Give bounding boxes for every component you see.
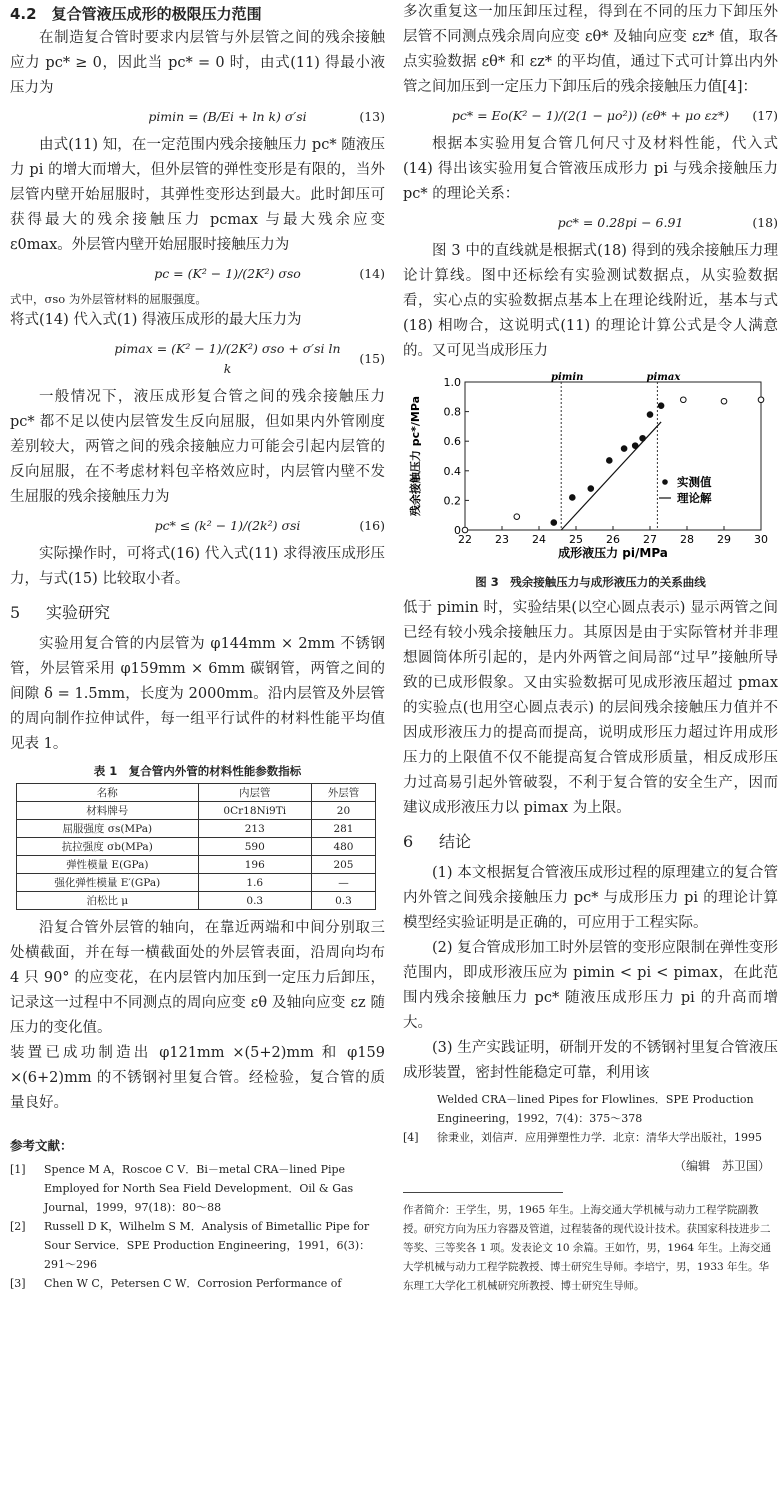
table-cell: 屈服强度 σs(MPa) <box>17 820 199 838</box>
y-tick-label: 1.0 <box>443 376 461 389</box>
equation-number: (15) <box>359 351 385 366</box>
reference-item <box>403 1128 778 1147</box>
paragraph: 图 3 中的直线就是根据式(18) 得到的残余接触压力理论计算线。图中还标绘有实验测试数据点，从实验数据看，实心点的实验数据点基本上在理论线附近，基本与式(18) 相吻合，这说明式(11) 的理论计算公式是令人满意的。又可见当成形压力 <box>403 243 778 359</box>
editor-credit: （编辑 苏卫国） <box>673 1159 770 1173</box>
equation-number: (16) <box>359 518 385 533</box>
reference-text: Spence M A，Roscoe C V．Bi－metal CRA－lined Pipe Employed for North Sea Field Development．Oil & Gas Journal，1999，97(18)：80～88 <box>44 1163 354 1214</box>
x-tick-label: 29 <box>717 533 731 546</box>
paragraph-note: 式中，σso 为外层管材料的屈服强度。 <box>10 292 207 306</box>
table-cell: 强化弹性模量 E′(GPa) <box>17 874 199 892</box>
equation-15 <box>10 339 385 379</box>
reference-number: [2] <box>10 1220 26 1233</box>
legend-label: 实测值 <box>677 475 712 489</box>
equation-body: pc = (K² − 1)/(2K²) σso <box>154 266 301 281</box>
x-tick-label: 30 <box>754 533 768 546</box>
table-cell: 1.6 <box>198 874 311 892</box>
paragraph: 实际操作时，可将式(16) 代入式(11) 求得液压成形压力，与式(15) 比较取小者。 <box>10 546 385 587</box>
right-column <box>403 0 778 1296</box>
measured-point <box>551 520 557 526</box>
measured-point <box>621 446 627 452</box>
paragraph: (1) 本文根据复合管液压成形过程的原理建立的复合管内外管之间残余接触压力 pc* 与成形压力 pi 的理论计算模型经实验证明是正确的，可应用于工程实际。 <box>403 865 778 931</box>
figure-caption: 图 3 残余接触压力与成形液压力的关系曲线 <box>475 575 706 589</box>
reference-number: [3] <box>10 1277 26 1290</box>
table-cell: 590 <box>198 838 311 856</box>
x-tick-label: 27 <box>643 533 657 546</box>
y-tick-label: 0.4 <box>443 464 461 478</box>
reference-item <box>10 1274 385 1293</box>
equation-number: (13) <box>359 109 385 124</box>
section-title: 实验研究 <box>46 603 111 622</box>
section-title: 结论 <box>439 832 472 851</box>
table-cell: 0.3 <box>198 892 311 910</box>
x-axis-label: 成形液压力 pi/MPa <box>558 546 668 560</box>
y-tick-label: 0 <box>454 524 461 537</box>
section-5-heading <box>10 600 385 626</box>
measured-point <box>570 495 576 501</box>
y-tick-label: 0.6 <box>443 435 461 449</box>
equation-number: (14) <box>359 266 385 281</box>
table-cell: 205 <box>311 856 375 874</box>
equation-14 <box>10 264 385 284</box>
y-tick-label: 0.8 <box>443 405 461 419</box>
table-row <box>17 820 376 838</box>
measured-point <box>658 403 664 409</box>
x-tick-label: 26 <box>606 533 620 546</box>
y-axis-label: 残余接触压力 pc*/MPa <box>409 395 422 517</box>
open-point <box>681 397 687 403</box>
reference-number: [4] <box>403 1131 419 1144</box>
theory-line <box>561 422 661 530</box>
equation-16 <box>10 516 385 536</box>
table-cell: 弹性模量 E(GPa) <box>17 856 199 874</box>
table-cell: 196 <box>198 856 311 874</box>
table-row <box>17 856 376 874</box>
paragraph: 低于 pimin 时，实验结果(以空心圆点表示) 显示两管之间已经有较小残余接触压力。其原因是由于实际管材并非理想圆筒体所引起的，是内外两管之间局部“过早”接触所导致的已成形假象。又由实验数据可见成形液压超过 pmax 的实验点(也用空心圆点表示) 的层间残余接触压力值并不因成形液压力的提高而提高，说明成形压力超过许用成形压力的上限值不仅不能提高复合管成形质量，相反成形压力过高易引起外管破裂，不利于复合管的安全生产，因而建议成形液压力以 pimax 为上限。 <box>403 600 778 816</box>
x-tick-label: 28 <box>680 533 694 546</box>
x-tick-label: 25 <box>569 533 583 546</box>
table-row <box>17 892 376 910</box>
table-cell: 480 <box>311 838 375 856</box>
x-tick-label: 23 <box>495 533 509 546</box>
section-number: 6 <box>403 832 414 851</box>
reference-text: Welded CRA－lined Pipes for Flowlines．SPE Production Engineering，1992，7(4)：375～378 <box>437 1093 754 1125</box>
table-header: 内层管 <box>198 784 311 802</box>
table-cell: 材料牌号 <box>17 802 199 820</box>
x-tick-label: 24 <box>532 533 546 546</box>
section-title: 复合管液压成形的极限压力范围 <box>51 5 262 23</box>
reference-text: 徐秉业，刘信声．应用弹塑性力学．北京：清华大学出版社，1995 <box>437 1131 762 1144</box>
equation-body: pimax = (K² − 1)/(2K²) σso + σ′si ln k <box>114 341 341 376</box>
equation-body: pc* = 0.28pi − 6.91 <box>557 215 684 230</box>
footnote-divider <box>403 1192 563 1193</box>
reference-item <box>10 1217 385 1274</box>
table-cell: 20 <box>311 802 375 820</box>
table-header: 外层管 <box>311 784 375 802</box>
measured-point <box>588 486 594 492</box>
open-point <box>514 514 520 520</box>
paragraph: 多次重复这一加压卸压过程，得到在不同的压力下卸压外层管不同测点残余周向应变 εθ* 及轴向应变 εz* 值，取各点实验数据 εθ* 和 εz* 的平均值，通过下式可计算出内外管之间加压到一定压力下卸压后的残余接触压力值[4]： <box>403 4 778 95</box>
equation-body: pc* ≤ (k² − 1)/(2k²) σsi <box>154 518 301 533</box>
paragraph: (2) 复合管成形加工时外层管的变形应限制在弹性变形范围内，即成形液压应为 pimin < pi < pimax，在此范围内残余接触压力 pc* 随液压成形压力 pi 的升高而增大。 <box>403 940 778 1031</box>
table-cell: 0Cr18Ni9Ti <box>198 802 311 820</box>
references-list-continued <box>403 1090 778 1147</box>
paragraph: 根据本实验用复合管几何尺寸及材料性能，代入式(14) 得出该实验用复合管液压成形力 pi 与残余接触压力 pc* 的理论关系： <box>403 136 778 202</box>
table-row <box>17 838 376 856</box>
section-4-2-heading <box>10 2 385 26</box>
equation-body: pimin = (B/Ei + ln k) σ′si <box>148 109 307 124</box>
table-header: 名称 <box>17 784 199 802</box>
legend-marker-measured <box>662 479 668 485</box>
paragraph: 实验用复合管的内层管为 φ144mm × 2mm 不锈钢管，外层管采用 φ159mm × 6mm 碳钢管，两管之间的间隙 δ = 1.5mm，长度为 2000mm。沿内层管及外层管的周向制作拉伸试件，每一组平行试件的材料性能平均值见表 1。 <box>10 636 385 752</box>
x-tick-label: 22 <box>458 533 472 546</box>
equation-18 <box>403 213 778 233</box>
reference-item <box>10 1160 385 1217</box>
table-caption: 表 1 复合管内外管的材料性能参数指标 <box>93 764 302 778</box>
table-row <box>17 802 376 820</box>
reference-number: [1] <box>10 1163 26 1176</box>
material-table <box>16 783 376 910</box>
equation-13 <box>10 107 385 127</box>
table-cell: 抗拉强度 σb(MPa) <box>17 838 199 856</box>
open-point <box>758 397 764 403</box>
limit-line-label: pimax <box>646 372 681 383</box>
section-number: 5 <box>10 603 21 622</box>
table-row <box>17 874 376 892</box>
limit-line-label: pimin <box>550 372 584 383</box>
equation-number: (18) <box>752 215 778 230</box>
reference-number <box>403 1090 437 1128</box>
open-point <box>462 527 468 533</box>
references-heading: 参考文献： <box>10 1138 73 1153</box>
table-cell: 213 <box>198 820 311 838</box>
measured-point <box>647 412 653 418</box>
table-cell: — <box>311 874 375 892</box>
reference-item <box>403 1090 778 1128</box>
section-6-heading <box>403 829 778 855</box>
table-cell: 0.3 <box>311 892 375 910</box>
y-tick-label: 0.2 <box>443 494 461 508</box>
paragraph: 一般情况下，液压成形复合管之间的残余接触压力 pc* 都不足以使内层管发生反向屈服，但如果内外管刚度差别较大，两管之间的残余接触应力可能会引起内层管的反向屈服，在不考虑材料包辛格效应时，内层管内壁不发生屈服的残余接触压力为 <box>10 389 385 505</box>
reference-text: Russell D K，Wilhelm S M．Analysis of Bimetallic Pipe for Sour Service．SPE Production Engineering，1991，6(3)：291～296 <box>44 1220 371 1271</box>
left-column <box>10 0 385 1293</box>
section-number: 4.2 <box>10 5 37 23</box>
paragraph: 由式(11) 知，在一定范围内残余接触压力 pc* 随液压力 pi 的增大而增大，但外层管的弹性变形是有限的，当外层管内壁开始屈服时，其弹性变形达到最大。此时卸压可获得最大的残余接触压力 pcmax 与最大残余应变 ε0max。外层管内壁开始屈服时接触压力为 <box>10 137 385 253</box>
table-header-row <box>17 784 376 802</box>
reference-text: Chen W C，Petersen C W．Corrosion Performance of <box>44 1277 342 1290</box>
table-cell: 泊松比 μ <box>17 892 199 910</box>
figure-3-chart <box>403 370 778 570</box>
author-bio: 作者简介：王学生，男，1965 年生。上海交通大学机械与动力工程学院副教授。研究方向为压力容器及管道，过程装备的现代设计技术。获国家科技进步二等奖、三等奖各 1 项。发表论文 10 余篇。王如竹，男，1964 年生。上海交通大学机械与动力工程学院教授、博士研究生导师。李培宁，男，1933 年生。华东理工大学化工机械研究所教授、博士研究生导师。 <box>403 1204 771 1292</box>
paragraph: 在制造复合管时要求内层管与外层管之间的残余接触应力 pc* ≥ 0，因此当 pc* = 0 时，由式(11) 得最小液压力为 <box>10 30 385 96</box>
table-cell: 281 <box>311 820 375 838</box>
paragraph: (3) 生产实践证明，研制开发的不锈钢衬里复合管液压成形装置，密封性能稳定可靠，利用该 <box>403 1040 778 1081</box>
equation-17 <box>403 106 778 126</box>
references-list <box>10 1160 385 1293</box>
open-point <box>721 398 727 404</box>
paragraph: 将式(14) 代入式(1) 得液压成形的最大压力为 <box>10 312 302 328</box>
equation-number: (17) <box>752 108 778 123</box>
paragraph: 装置已成功制造出 φ121mm ×(5+2)mm 和 φ159 ×(6+2)mm 的不锈钢衬里复合管。经检验，复合管的质量良好。 <box>10 1045 385 1111</box>
paragraph: 沿复合管外层管的轴向，在靠近两端和中间分别取三处横截面，并在每一横截面处的外层管表面，沿周向均布 4 只 90° 的应变花，在内层管内加压到一定压力后卸压，记录这一过程中不同测点的周向应变 εθ 及轴向应变 εz 随压力的变化值。 <box>10 920 385 1036</box>
legend-label: 理论解 <box>677 491 712 505</box>
equation-body: pc* = Eo(K² − 1)/(2(1 − μo²)) (εθ* + μo εz*) <box>451 108 730 123</box>
measured-point <box>607 458 613 464</box>
plot-frame <box>465 382 761 530</box>
